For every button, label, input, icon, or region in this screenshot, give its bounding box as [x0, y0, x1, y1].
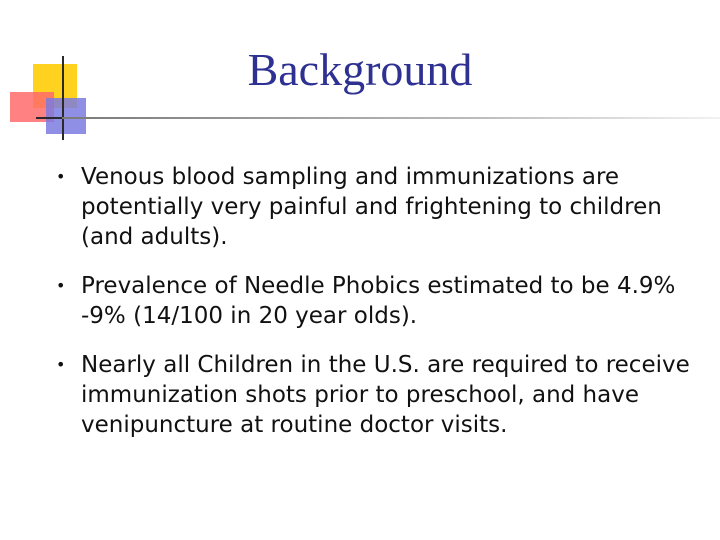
- bullet-dot-icon: •: [56, 167, 66, 186]
- decorative-blue-block: [46, 98, 86, 134]
- bullet-item: [56, 162, 696, 252]
- bullet-item: [56, 350, 696, 440]
- bullet-text: Venous blood sampling and immunizations are potentially very painful and frightening to children (and adults).: [81, 164, 662, 250]
- bullet-text: Nearly all Children in the U.S. are required to receive immunization shots prior to preschool, and have venipuncture at routine doctor visits.: [81, 352, 690, 438]
- bullet-item: [56, 271, 696, 331]
- decorative-vertical-line: [62, 56, 64, 140]
- bullet-list: [56, 162, 696, 459]
- slide-title: Background: [247, 44, 473, 95]
- title-underline: [62, 117, 720, 119]
- bullet-text: Prevalence of Needle Phobics estimated to be 4.9% -9% (14/100 in 20 year olds).: [81, 273, 676, 329]
- bullet-dot-icon: •: [56, 355, 66, 374]
- bullet-dot-icon: •: [56, 276, 66, 295]
